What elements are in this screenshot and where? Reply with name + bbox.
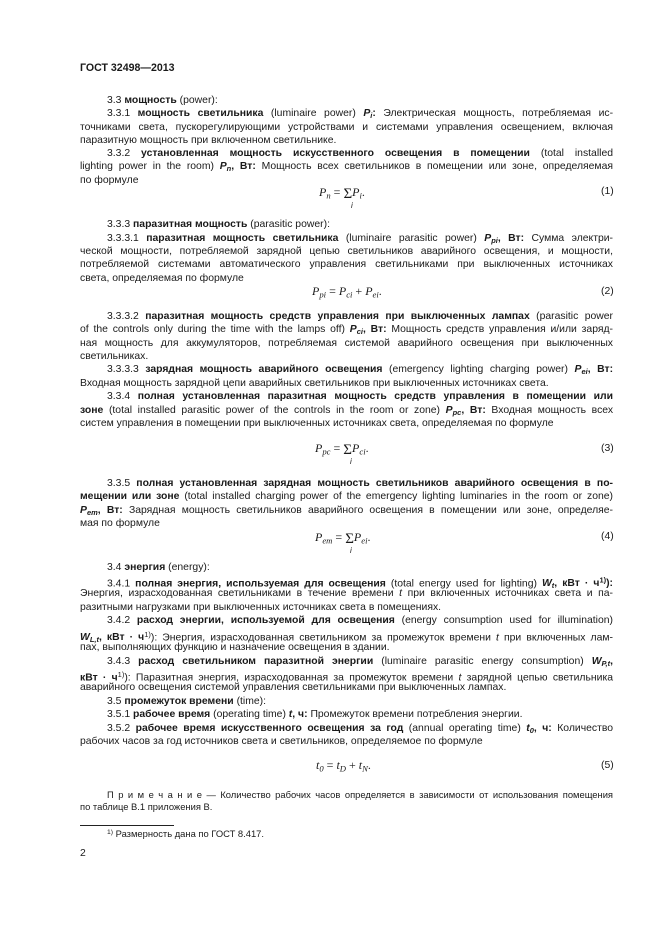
text-line: ная мощность для аккумуляторов, потребляемая системой аварийного освещения при выключенных xyxy=(80,338,613,349)
text-line: по формуле xyxy=(80,175,139,186)
formula-number: (4) xyxy=(601,531,614,542)
note-continued: по таблице В.1 приложения В. xyxy=(80,801,213,812)
text-line: мещении или зоне (total installed charging power of the emergency lighting luminaries in the room or zone) xyxy=(80,491,613,502)
text-line: lighting power in the room) $P_n$, Вт: Мощность всех светильников в помещении или зоне, определяемая xyxy=(80,161,613,174)
text-line: $W_{L,t}$, кВт · $ч^{1)}$): Энергия, израсходованная светильником за промежуток времени t при включенных лам- xyxy=(80,630,613,645)
text-line: 3.4.1 полная энергия, используемая для освещения (total energy used for lighting) $W_t$, кВт · $ч^{1)}$): xyxy=(107,576,614,591)
footnote-rule xyxy=(80,825,174,826)
text-line: 3.3.5 полная установленная зарядная мощность светильников аварийного освещения в по- xyxy=(107,478,614,489)
text-line: 3.5 промежуток времени (time): xyxy=(107,696,266,707)
text-line: аварийного освещения системой управления светильниками при выключенных лампах. xyxy=(80,682,507,693)
formula-2: $P_{pi} = P_{ci} + P_{ei}$. xyxy=(312,284,382,300)
sum-index: i xyxy=(350,546,352,555)
text-line: паразитную мощность при включенном светильнике. xyxy=(80,135,337,146)
formula-number: (1) xyxy=(601,186,614,197)
text-line: 3.4.3 расход светильником паразитной энергии (luminaire parasitic energy consumption) $W_{P,t}$, xyxy=(107,656,614,669)
text-line: 3.3.3.1 паразитная мощность светильника (luminaire parasitic power) $P_{pi}$, Вт: Сумма электри- xyxy=(107,233,614,246)
text-line: 3.3.3 паразитная мощность (parasitic power): xyxy=(107,219,330,230)
formula-number: (5) xyxy=(601,760,614,771)
text-line: Входная мощность зарядной цепи аварийных светильников при выключенных источниках света. xyxy=(80,378,549,389)
text-line: пах, выполняющих функцию и назначение освещения в здании. xyxy=(80,642,390,653)
formula-number: (3) xyxy=(601,443,614,454)
sum-index: i xyxy=(351,201,353,210)
text-line: систем управления в помещении при выключенных источниках света, определяемая по формуле xyxy=(80,418,554,429)
text-line: ческой мощности, потребляемой зарядной цепью светильников аварийного освещения, и мощности, xyxy=(80,246,613,257)
text-line: $P_{em}$, Вт: Зарядная мощность светильников аварийного освещения в помещении или зоне, определяе- xyxy=(80,505,613,518)
document-header: ГОСТ 32498—2013 xyxy=(80,62,175,74)
text-line: of the controls only during the time with the lamps off) $P_{ci}$, Вт: Мощность средств управления и/или заряд- xyxy=(80,324,614,337)
text-line: 3.3 мощность (power): xyxy=(107,95,218,106)
text-line: 3.5.2 рабочее время искусственного освещения за год (annual operating time) $t_0$, ч: Количество xyxy=(107,723,614,736)
text-line: света, определяемая по формуле xyxy=(80,273,244,284)
formula-3: $P_{pc} = \Sigma P_{ci}$. xyxy=(315,441,369,458)
text-line: 3.3.3.2 паразитная мощность средств управления при выключенных лампах (parasitic power xyxy=(107,311,614,322)
text-line: 3.5.1 рабочее время (operating time) t, ч: Промежуток времени потребления энергии. xyxy=(107,709,523,720)
text-line: точниками света, пускорегулирующими устройствами и системами управления освещением, включая xyxy=(80,122,613,133)
footnote: $^{1)}$ Размерность дана по ГОСТ 8.417. xyxy=(107,828,264,839)
text-line: 3.3.4 полная установленная паразитная мощность средств управления в помещении или xyxy=(107,391,613,402)
formula-number: (2) xyxy=(601,286,614,297)
text-line: светильниках. xyxy=(80,351,149,362)
text-line: кВт · $ч^{1)}$): Паразитная энергия, израсходованная за промежуток времени t зарядной цепью светильника xyxy=(80,670,613,684)
sum-index: i xyxy=(350,457,352,466)
text-line: 3.4.2 расход энергии, используемой для освещения (energy consumption used for illumination) xyxy=(107,615,614,626)
formula-1: $P_n = \Sigma P_i$. xyxy=(319,185,365,202)
note: П р и м е ч а н и е — Количество рабочих часов определяется в зависимости от использования помещения xyxy=(107,789,614,800)
text-line: 3.3.1 мощность светильника (luminaire power) $P_i$: Электрическая мощность, потребляемая ис- xyxy=(107,108,614,121)
text-line: 3.3.2 установленная мощность искусственного освещения в помещении (total installed xyxy=(107,148,613,159)
text-line: зоне (total installed parasitic power of the controls in the room or zone) $P_{pc}$, Вт: Входная мощность всех xyxy=(80,405,614,418)
text-line: 3.3.3.3 зарядная мощность аварийного освещения (emergency lighting charging power) $P_{ei}$, Вт: xyxy=(107,364,614,377)
formula-4: $P_{em} = \Sigma P_{ei}$. xyxy=(315,530,371,547)
text-line: разитными нагрузками при выключенных источниках света в помещениях. xyxy=(80,602,442,613)
text-line: Энергия, израсходованная светильниками в течение времени t при включенных источниках света и па- xyxy=(80,588,614,599)
text-line: мая по формуле xyxy=(80,518,160,529)
text-line: 3.4 энергия (energy): xyxy=(107,562,210,573)
formula-5: $t_0 = t_D + t_N$. xyxy=(316,758,371,774)
page-number: 2 xyxy=(80,848,86,859)
text-line: рабочих часов за год источников света и светильников, определяемое по формуле xyxy=(80,736,483,747)
text-line: потребляемой системами автоматического управления светильниками при выключенных источниках xyxy=(80,259,613,270)
